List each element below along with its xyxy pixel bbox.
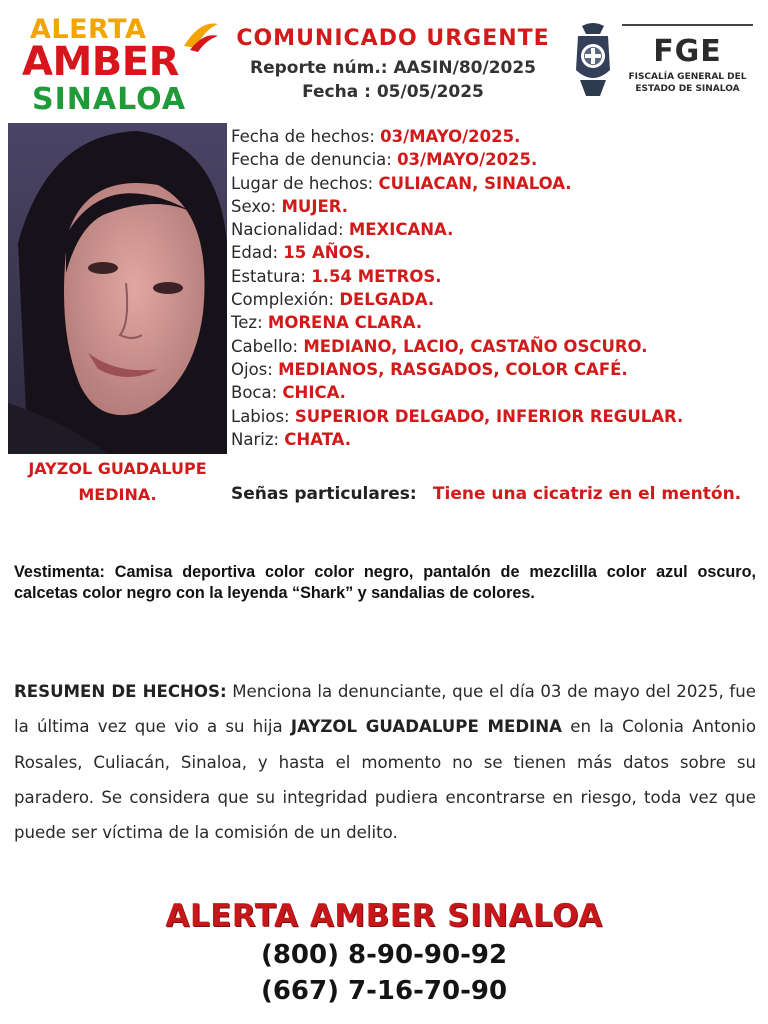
fact-row <box>231 218 761 241</box>
clothing-description: Vestimenta: Camisa deportiva color color negro, pantalón de mezclilla color azul oscuro, calcetas color negro con la leyenda “Shark” y sandalias de colores. <box>14 563 756 602</box>
fact-row <box>231 265 761 288</box>
fact-label: Ojos: <box>231 359 273 379</box>
fact-label: Sexo: <box>231 196 277 216</box>
phone-number-2: (667) 7-16-70-90 <box>260 976 508 1006</box>
senas-value: Tiene una cicatriz en el mentón. <box>432 484 742 504</box>
fact-row <box>231 148 761 171</box>
fact-label: Nacionalidad: <box>231 220 344 240</box>
fge-subtitle-line1: FISCALÍA GENERAL DEL <box>628 72 747 82</box>
fact-label: Boca: <box>231 383 278 403</box>
fact-label: Estatura: <box>231 266 306 286</box>
fact-value: CHICA. <box>282 383 346 403</box>
state-seal-icon <box>570 20 616 104</box>
fact-value: 03/MAYO/2025. <box>380 127 521 146</box>
fact-value: MORENA CLARA. <box>267 313 423 333</box>
fact-label: Fecha de denuncia: <box>231 150 392 170</box>
alerta-amber-logo <box>14 8 219 120</box>
fact-row <box>231 381 761 404</box>
fact-label: Fecha de hechos: <box>231 127 375 146</box>
fact-value: SUPERIOR DELGADO, INFERIOR REGULAR. <box>294 406 684 426</box>
fact-label: Lugar de hechos: <box>231 173 374 193</box>
description-list <box>231 125 761 451</box>
fact-row <box>231 241 761 264</box>
phone-number-1: (800) 8-90-90-92 <box>260 940 508 970</box>
summary-paragraph <box>14 674 756 850</box>
distinguishing-marks <box>231 482 746 506</box>
fact-row <box>231 358 761 381</box>
fact-value: CHATA. <box>284 429 352 449</box>
fact-row <box>231 335 761 358</box>
fge-logo <box>622 24 753 104</box>
fact-value: 03/MAYO/2025. <box>397 150 538 170</box>
fact-value: MEDIANOS, RASGADOS, COLOR CAFÉ. <box>278 359 628 379</box>
fact-label: Labios: <box>231 406 290 426</box>
fact-row <box>231 172 761 195</box>
fact-value: 15 AÑOS. <box>283 243 371 263</box>
fact-label: Complexión: <box>231 290 335 310</box>
fact-label: Tez: <box>231 313 263 333</box>
logo-swoosh-icon <box>180 16 220 56</box>
fact-row <box>231 125 761 148</box>
fact-value: DELGADA. <box>339 290 435 310</box>
footer-title: ALERTA AMBER SINALOA <box>165 898 603 934</box>
fact-row <box>231 428 761 451</box>
summary-label: RESUMEN DE HECHOS: <box>14 682 227 701</box>
missing-person-photo <box>8 123 227 454</box>
fact-row <box>231 288 761 311</box>
summary-person-name: JAYZOL GUADALUPE MEDINA <box>290 717 563 737</box>
summary-text-before: Menciona la denunciante, que el día 03 de mayo del 2025, fue la última vez que vio a su hija <box>14 682 756 737</box>
logo-sinaloa-text: SINALOA <box>32 82 187 117</box>
fact-value: MEDIANO, LACIO, CASTAÑO OSCURO. <box>303 336 648 356</box>
fact-row <box>231 405 761 428</box>
fact-value: CULIACAN, SINALOA. <box>378 173 572 193</box>
logo-amber-text: AMBER <box>22 39 179 85</box>
fact-value: MEXICANA. <box>348 220 454 240</box>
senas-label: Señas particulares: <box>231 484 417 504</box>
logo-alerta-text: ALERTA <box>30 14 147 45</box>
fact-value: MUJER. <box>281 196 349 216</box>
fact-row <box>231 195 761 218</box>
fact-value: 1.54 METROS. <box>311 266 442 286</box>
fact-label: Edad: <box>231 243 279 263</box>
missing-person-name <box>8 456 227 508</box>
report-date: Fecha : 05/05/2025 <box>302 82 484 102</box>
page-title: COMUNICADO URGENTE <box>236 26 550 51</box>
fge-title: FGE <box>653 34 722 69</box>
report-number: Reporte núm.: AASIN/80/2025 <box>249 58 537 78</box>
fact-label: Cabello: <box>231 336 299 356</box>
name-line-1: JAYZOL GUADALUPE <box>28 459 207 478</box>
name-line-2: MEDINA. <box>78 485 157 504</box>
summary-text-after: en la Colonia Antonio Rosales, Culiacán, Sinaloa, y hasta el momento no se tienen más datos sobre su paradero. Se considera que su integridad pudiera encontrarse en riesgo, toda vez que puede ser víctima de la comisión de un delito. <box>14 717 757 843</box>
fact-row <box>231 311 761 334</box>
fge-subtitle-line2: ESTADO DE SINALOA <box>635 84 740 94</box>
fact-label: Nariz: <box>231 429 280 449</box>
